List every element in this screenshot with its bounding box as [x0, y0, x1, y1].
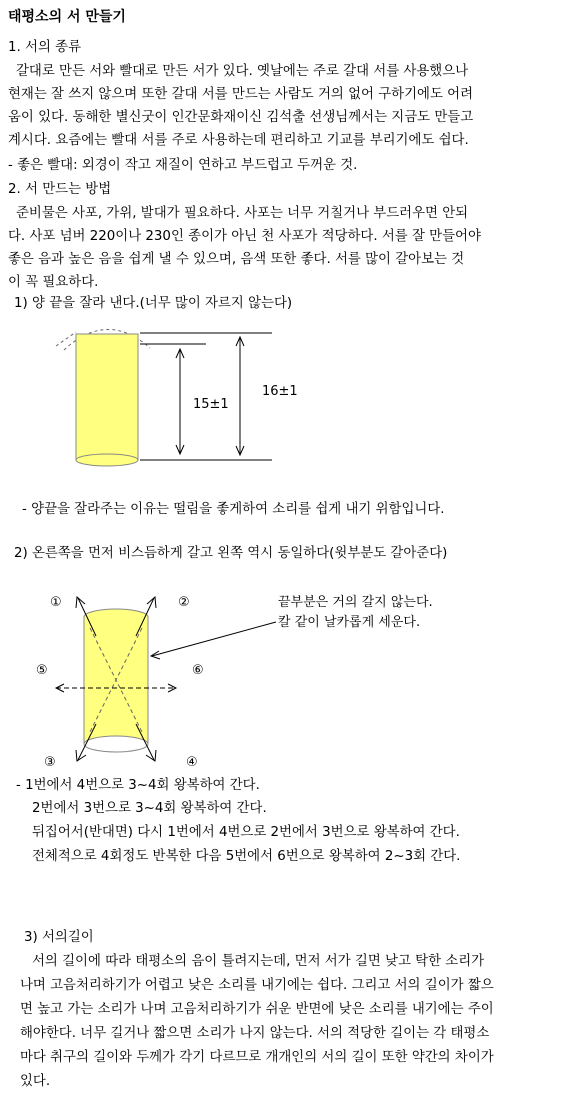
good-straw-note: - 좋은 빨대: 외경이 작고 재질이 연하고 부드럽고 두꺼운 것.	[8, 158, 358, 173]
step3-heading: 3) 서의길이	[24, 930, 94, 945]
marker-5: ⑤	[36, 663, 48, 678]
instruction-1: - 1번에서 4번으로 3~4회 왕복하여 간다.	[16, 778, 260, 793]
outer-dimension-label: 16±1	[262, 384, 298, 399]
reed-body	[76, 334, 138, 460]
diagram2-note-line-1: 끝부분은 거의 갈지 않는다.	[278, 595, 433, 610]
step3-line-2: 나며 고음처리하기가 어렵고 낮은 소리를 내기에는 쉽다. 그리고 서의 길이가 짧으	[20, 978, 494, 993]
marker-4: ④	[186, 755, 198, 770]
section2-line-3: 좋은 음과 높은 음을 쉽게 낼 수 있으며, 음색 또한 좋다. 서를 많이 갈아보는 것	[8, 252, 465, 267]
marker-3: ③	[44, 755, 56, 770]
note-pointer-arrow	[152, 622, 276, 656]
marker-2: ②	[178, 595, 190, 610]
marker-6: ⑥	[192, 663, 204, 678]
instruction-2: 2번에서 3번으로 3~4회 왕복하여 간다.	[32, 801, 267, 816]
section1-line-1: 갈대로 만든 서와 빨대로 만든 서가 있다. 옛날에는 주로 갈대 서를 사용했으나	[16, 64, 469, 79]
inner-dimension-label: 15±1	[193, 397, 229, 412]
diagram2-note-line-2: 칼 같이 날카롭게 세운다.	[278, 615, 421, 630]
section2-line-4: 이 꼭 필요하다.	[8, 275, 99, 290]
section1-heading: 1. 서의 종류	[8, 40, 82, 55]
reed-bottom-ellipse-2	[84, 736, 148, 752]
instruction-3: 뒤집어서(반대면) 다시 1번에서 4번으로 2번에서 3번으로 왕복하여 간다.	[32, 825, 460, 840]
section1-line-3: 움이 있다. 동해한 별신굿이 인간문화재이신 김석출 선생님께서는 지금도 만들고	[8, 110, 474, 125]
section2-heading: 2. 서 만드는 방법	[8, 182, 112, 197]
left-cut-dashed-line	[56, 332, 76, 346]
step3-line-4: 해야한다. 너무 길거나 짧으면 소리가 나지 않는다. 서의 적당한 길이는 각 태평소	[20, 1026, 490, 1041]
instruction-4: 전체적으로 4회정도 반복한 다음 5번에서 6번으로 왕복하여 2~3회 간다.	[32, 849, 461, 864]
step3-line-1: 서의 길이에 따라 태평소의 음이 틀려지는데, 먼저 서가 길면 낮고 탁한 소리가	[32, 954, 485, 969]
marker-1: ①	[50, 595, 62, 610]
step3-line-5: 마다 취구의 길이와 두께가 각기 다르므로 개개인의 서의 길이 또한 약간의 차이가	[20, 1050, 494, 1065]
cut-ends-diagram	[0, 310, 580, 480]
reed-bottom-ellipse	[76, 454, 138, 466]
section1-line-2: 현재는 잘 쓰지 않으며 또한 갈대 서를 만드는 사람도 거의 없어 구하기에도 어려	[8, 87, 474, 102]
section1-line-4: 계시다. 요즘에는 빨대 서를 주로 사용하는데 편리하고 기교를 부리기에도 쉽다.	[8, 133, 469, 148]
cut-reason-note: - 양끝을 잘라주는 이유는 떨림을 좋게하여 소리를 쉽게 내기 위함입니다.	[22, 502, 445, 517]
step2-heading: 2) 온른쪽을 먼저 비스듬하게 갈고 왼쪽 역시 동일하다(윗부분도 갈아준다)	[14, 546, 448, 561]
step1-heading: 1) 양 끝을 잘라 낸다.(너무 많이 자르지 않는다)	[14, 296, 293, 311]
page-title: 태평소의 서 만들기	[8, 9, 126, 25]
section2-line-2: 다. 사포 넘버 220이나 230인 종이가 아닌 천 사포가 적당하다. 서를 잘 만들어야	[8, 229, 481, 244]
step3-line-3: 면 높고 가는 소리가 나며 고음처리하기가 쉬운 반면에 낮은 소리를 내기에는 주이	[20, 1002, 494, 1017]
section2-line-1: 준비물은 사포, 가위, 발대가 필요하다. 사포는 너무 거칠거나 부드러우면 안되	[16, 206, 469, 221]
step3-line-6: 있다.	[20, 1074, 51, 1089]
